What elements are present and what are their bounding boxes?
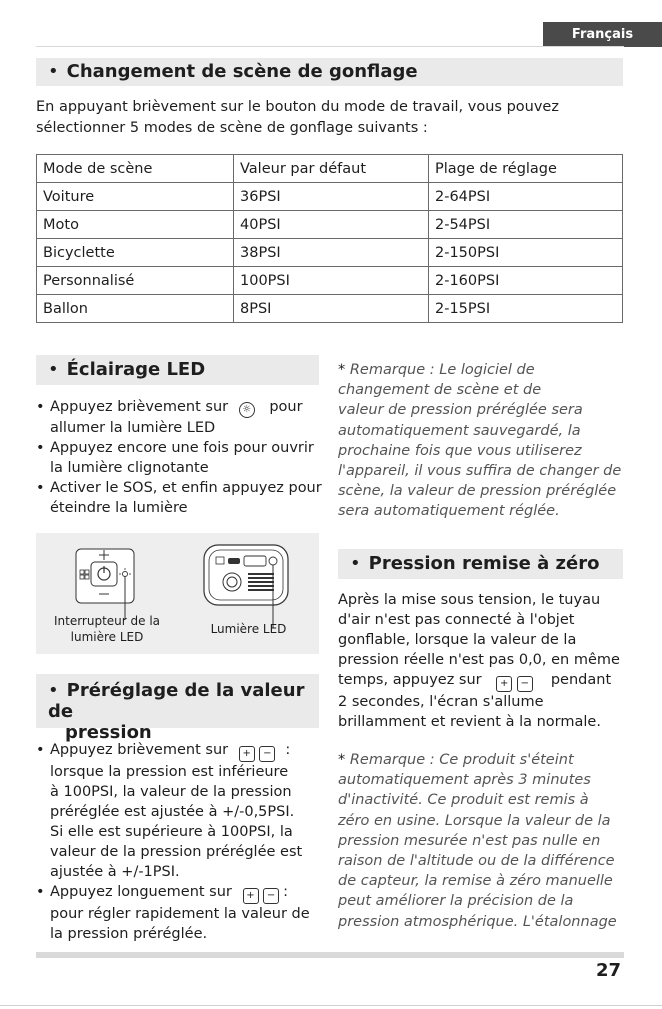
page-number: 27 [595,960,621,981]
note-line: zéro en usine. Lorsque la valeur de la [338,812,611,829]
intro-line-1: En appuyant brièvement sur le bouton du mode de travail, vous pouvez [36,99,559,115]
plus-button-icon: + [243,888,259,904]
title-text: pression [65,722,152,743]
bullet: • [48,680,59,701]
text: Appuyez longuement sur [50,884,232,900]
note-line: changement de scène et de [338,382,542,399]
language-tab: Français [543,22,662,47]
text: brillamment et revient à la normale. [338,714,601,730]
text: : [283,884,288,900]
text: Si elle est supérieure à 100PSI, la [50,824,293,840]
text: valeur de la pression préréglée est [50,844,303,860]
minus-button-icon: − [517,676,533,692]
text: pour [269,399,303,415]
note-line: scène, la valeur de pression préréglée [338,483,617,500]
bottom-divider [0,1005,662,1006]
text: Après la mise sous tension, le tuyau [338,592,601,608]
section-title [350,553,600,574]
text: allumer la lumière LED [50,420,216,436]
header-cell: Plage de réglage [429,155,623,183]
note-line: sera automatiquement réglée. [338,503,560,520]
table-cell: Voiture [37,183,234,211]
note-line: Remarque : Le logiciel de [349,362,535,378]
text: gonflable, lorsque la valeur de la [338,632,577,648]
preset-instructions [36,740,326,944]
title-text: Préréglage de la valeur de [48,680,305,722]
table-row [37,239,623,267]
table-cell: 38PSI [234,239,429,267]
footer-bar [36,952,624,958]
list-item [36,438,326,478]
table-row [37,211,623,239]
device-front-icon [204,545,288,628]
table-row [37,295,623,323]
section-title [48,359,205,380]
table-cell: 2-15PSI [429,295,623,323]
note-line: automatiquement sauvegardé, la [338,422,581,439]
title-text: Changement de scène de gonflage [66,61,418,82]
table-cell: 8PSI [234,295,429,323]
text: Activer le SOS, et enfin appuyez pour [50,480,322,496]
caption-line: Interrupteur de la [53,614,161,628]
header-cell: Mode de scène [37,155,234,183]
text: la pression préréglée. [50,926,208,942]
caption-line: lumière LED [70,630,144,644]
top-divider [36,46,624,47]
text: pression réelle n'est pas 0,0, en même [338,652,620,668]
text: : [285,742,291,758]
table-cell: 100PSI [234,267,429,295]
table-row [37,183,623,211]
led-instructions [36,397,326,518]
text: préréglée est ajustée à +/-0,5PSI. [50,804,295,820]
led-diagram [36,533,319,654]
title-text: Éclairage LED [66,359,206,380]
switch-caption [42,613,172,645]
note-line: de capteur, la remise à zéro manuelle [338,873,613,890]
section-header-reset [338,549,623,579]
note-line: peut améliorer la précision de la [338,893,574,910]
reset-instructions [338,590,628,732]
note-calibration [338,750,628,932]
text: Appuyez brièvement sur [50,399,229,415]
scene-table [36,154,623,323]
text: Appuyez brièvement sur [50,742,229,758]
note-line: valeur de pression préréglée sera [338,402,583,419]
text: lorsque la pression est inférieure [50,764,289,780]
table-cell: 2-150PSI [429,239,623,267]
table-row [37,267,623,295]
table-header-row [37,155,623,183]
text: 2 secondes, l'écran s'allume [338,694,544,710]
minus-button-icon: − [263,888,279,904]
table-cell: 36PSI [234,183,429,211]
asterisk: * [338,752,346,768]
note-line: pression atmosphérique. L'étalonnage [338,913,617,930]
intro-line-2: sélectionner 5 modes de scène de gonflage suivants : [36,120,428,136]
bullet: • [48,61,59,82]
text: temps, appuyez sur [338,672,482,688]
note-line: raison de l'altitude ou de la différence [338,853,615,870]
text: d'air n'est pas connecté à l'objet [338,612,575,628]
light-caption: Lumière LED [210,622,287,636]
bullet: • [48,359,59,380]
table-cell: Personnalisé [37,267,234,295]
plus-button-icon: + [496,676,512,692]
table-cell: Ballon [37,295,234,323]
list-item [36,882,326,944]
section-title [48,61,418,82]
table-cell: Moto [37,211,234,239]
list-item [36,397,326,438]
light-icon: ☼ [239,402,255,418]
table-cell: Bicyclette [37,239,234,267]
table-cell: 2-160PSI [429,267,623,295]
text: à 100PSI, la valeur de la pression [50,784,292,800]
section-header-led [36,355,319,385]
title-text: Pression remise à zéro [368,553,600,574]
section-header-inflation [36,58,623,86]
table-cell: 2-64PSI [429,183,623,211]
note-line: prochaine fois que vous utiliserez [338,442,582,459]
table-cell: 40PSI [234,211,429,239]
note-line: automatiquement après 3 minutes [338,772,591,789]
text: la lumière clignotante [50,460,209,476]
text: pour régler rapidement la valeur de [50,906,310,922]
bullet: • [350,553,361,574]
plus-button-icon: + [239,746,255,762]
header-cell: Valeur par défaut [234,155,429,183]
asterisk: * [338,362,346,378]
note-scene-saved [338,360,628,522]
section-header-preset [36,674,319,743]
list-item [36,740,326,882]
note-line: pression mesurée n'est pas nulle en [338,832,601,849]
text: Appuyez encore une fois pour ouvrir [50,440,314,456]
section-title [48,680,319,743]
note-line: l'appareil, il vous suffira de changer de [338,463,622,480]
note-line: Remarque : Ce produit s'éteint [349,752,574,768]
note-line: d'inactivité. Ce produit est remis à [338,792,589,809]
control-panel-icon [76,549,134,620]
minus-button-icon: − [259,746,275,762]
text: pendant [550,672,612,688]
text: éteindre la lumière [50,500,188,516]
text: ajustée à +/-1PSI. [50,864,180,880]
table-cell: 2-54PSI [429,211,623,239]
list-item [36,478,326,518]
